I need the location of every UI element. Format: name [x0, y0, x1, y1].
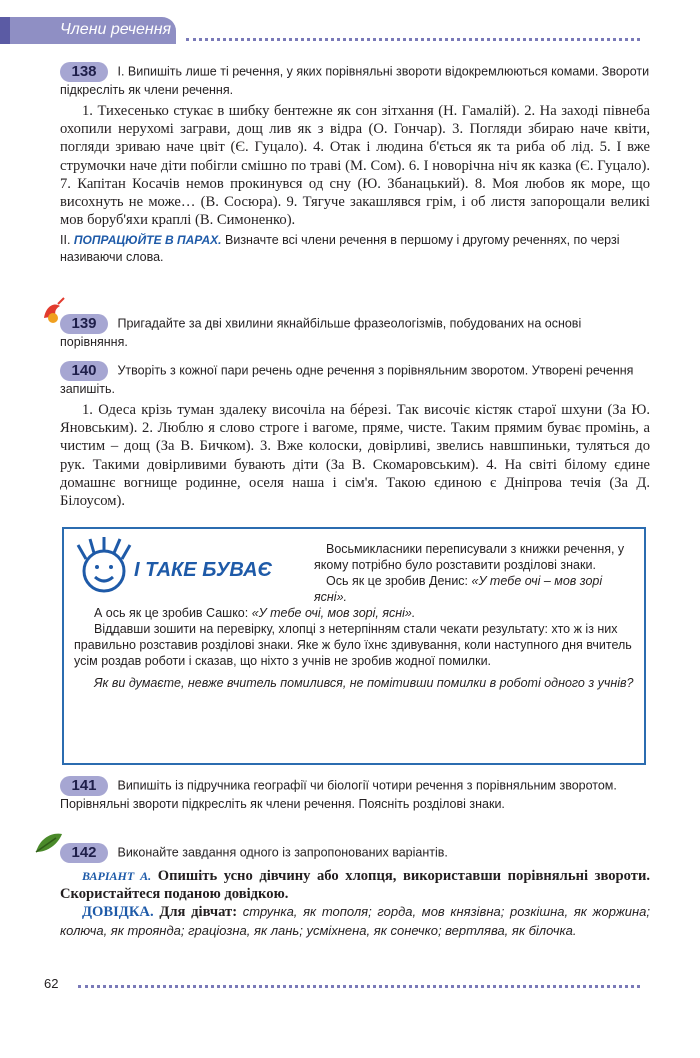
task-text: Випишіть із підручника географії чи біології чотири речення з порівняльним зворотом. Порівняльні звороти підкресліть як члени речення. Поясніть розділові знаки. — [60, 778, 617, 811]
hint-text: струнка, як тополя; горда, мов князівна; розкішна, як жоржина; колюча, як троянда; граціозна, як лань; усміхнена, як сонечко; вертлява, як білочка. — [60, 904, 650, 938]
pair-work-label: ПОПРАЦЮЙТЕ В ПАРАХ. — [73, 233, 222, 248]
task-142 — [60, 843, 650, 940]
chapter-tab-strip — [0, 17, 10, 44]
task-138 — [60, 62, 650, 266]
header-dotted-rule — [186, 38, 640, 41]
hint — [60, 903, 650, 939]
footer-dotted-rule — [78, 985, 640, 988]
task-text: 1. Одеса крізь туман здалеку височіла на бéрезі. Так височіє кістяк старої шхуни (За Ю. Яновським). 2. Люблю я слово строге і вагоме, пряме, чисте. Таким прямим буває промінь, а чистим – дощ (За В. Бичком). 3. Вже колоски, довірливі, звелись навшпиньки, туляться до рук. Такими довірливими бувають діти (За В. Скомаровським). 4. На світі білому єдине домашнє вогнище родинне, оселя наша і сім'я. Такою єдиною є Дніпрова течія (За Д. Білоусом). — [60, 402, 650, 510]
box-question: Як ви думаєте, невже вчитель помилився, не помітивши помилки в роботі одного з учнів? — [94, 676, 634, 690]
task-number-badge: 141 — [60, 776, 108, 796]
task-part2 — [60, 232, 650, 266]
variant-text: Опишіть усно дівчину або хлопця, використавши порівняльні звороти. Скористайтеся поданою довідкою. — [60, 868, 650, 903]
task-139 — [60, 314, 650, 351]
box-p3-quote: «У тебе очі, мов зорі, ясні». — [251, 606, 416, 620]
task-141 — [60, 776, 650, 813]
part2-prefix: II. — [60, 233, 71, 248]
hint-label: ДОВІДКА. — [82, 904, 154, 921]
page-number: 62 — [44, 976, 59, 991]
box-p3 — [74, 605, 634, 621]
box-p3-text: А ось як це зробив Сашко: — [94, 606, 249, 620]
box-text — [74, 541, 634, 691]
chapter-tab — [0, 17, 176, 44]
task-text: 1. Тихесенько стукає в шибку бентежне як сон зітхання (Н. Гамалій). 2. На заході півнеба охопили нерухомі заграви, дощ лив як з відра (О. Гончар). 3. Погляди збираю наче квіти, погляди зриваю наче цвіт (Є. Гуцало). 4. Отак і людина б'ється як та риба об лід. 5. І вже струмочки наче діти побігли смішно по траві (М. Сом). 6. І новорічна ніч як казка (Є. Гуцало). 7. Капітан Косачів немов прокинувся од сну (Ю. Збанацький). 8. Моя любов як море, що висохнуть не може… (В. Сосюра). 9. Тягуче закашлявся грім, і об листя запорощали великі мов боруб'яхи краплі (В. Симоненко). — [60, 103, 650, 229]
box-p1: Восьмикласники переписували з книжки речення, у якому потрібно було розставити розділові знаки. — [314, 542, 625, 572]
task-text: Пригадайте за дві хвилини якнайбільше фразеологізмів, побудованих на основі порівняння. — [60, 316, 582, 349]
task-number-badge: 139 — [60, 314, 108, 334]
box-p4: Віддавши зошити на перевірку, хлопці з нетерпінням стали чекати результату: хто ж із них правильно розставив розділові знаки. Яке ж було їхнє здивування, коли наступного дня вчитель усім роздав роботи і сказав, що ніхто з учнів не зробив жодної помилки. — [74, 622, 632, 668]
variant-label: ВАРІАНТ А. — [82, 869, 152, 883]
variant-a — [60, 867, 650, 903]
hint-for: Для дівчат: — [159, 904, 238, 921]
part2-text: Визначте всі члени речення в першому і другому реченнях, по черзі називаючи слова. — [60, 233, 620, 265]
task-number-badge: 138 — [60, 62, 108, 82]
task-text: Виконайте завдання одного із запропонованих варіантів. — [117, 845, 448, 860]
box-p2-text: Ось як це зробив Денис: — [326, 574, 469, 588]
box-p2 — [314, 573, 634, 605]
task-number-badge: 142 — [60, 843, 108, 863]
task-140 — [60, 361, 650, 510]
box-p2-quote: «У тебе очі – мов зорі ясні». — [314, 574, 603, 604]
box-title: І ТАКЕ БУВАЄ — [134, 559, 272, 581]
task-intro: I. Випишіть лише ті речення, у яких порівняльні звороти відокремлюються комами. Звороти підкресліть як члени речення. — [60, 64, 650, 97]
chapter-title: Члени речення — [60, 21, 172, 38]
task-number-badge: 140 — [60, 361, 108, 381]
info-box — [62, 527, 646, 765]
task-intro: Утворіть з кожної пари речень одне речення з порівняльним зворотом. Утворені речення запишіть. — [60, 363, 634, 396]
